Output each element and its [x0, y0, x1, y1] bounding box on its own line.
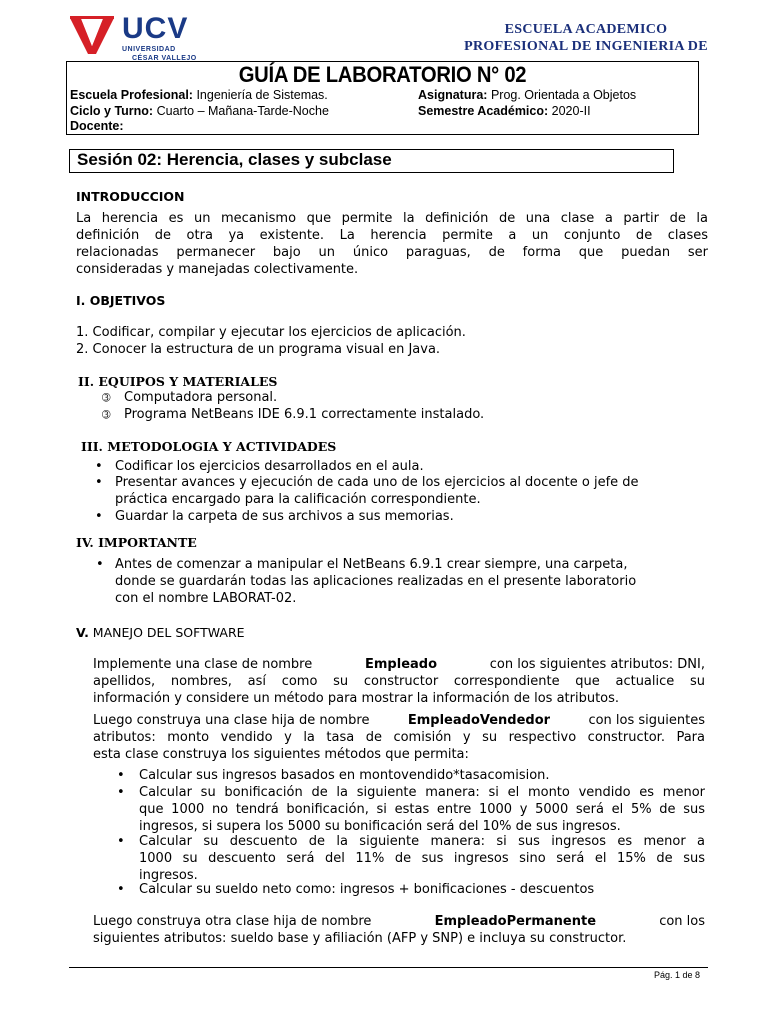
ciclo-row: [70, 104, 329, 118]
semestre-label: Semestre Académico:: [418, 104, 549, 118]
intro-paragraph: [76, 210, 708, 278]
intro-line: La herencia es un mecanismo que permite la definición de una clase a partir de la: [76, 211, 708, 226]
bullet-icon: •: [95, 509, 103, 524]
manejo-bullet: Calcular sus ingresos basados en montovendido*tasacomision.: [139, 768, 550, 783]
metodologia-item: Codificar los ejercicios desarrollados en el aula.: [115, 459, 424, 474]
escuela-row: [70, 88, 328, 102]
importante-line: Antes de comenzar a manipular el NetBeans 6.9.1 crear siempre, una carpeta,: [115, 557, 628, 572]
equipos-item: Computadora personal.: [124, 390, 278, 405]
manejo-bullet: que 1000 no tendrá bonificación, si estas entre 1000 y 5000 será el 5% de sus: [139, 802, 705, 817]
page-total: 8: [695, 970, 701, 980]
intro-line: consideradas y manejadas colectivamente.: [76, 262, 359, 277]
metodologia-heading: III. METODOLOGIA Y ACTIVIDADES: [81, 439, 337, 454]
importante-line: donde se guardarán todas las aplicaciones realizadas en el presente laboratorio: [115, 574, 637, 589]
session-title: Sesión 02: Herencia, clases y subclase: [77, 150, 392, 169]
metodologia-item: Guardar la carpeta de sus archivos a sus memorias.: [115, 509, 454, 524]
p3-pre: Luego construya otra clase hija de nombre: [93, 914, 372, 929]
manejo-bullet: Calcular su descuento de la siguiente manera: si sus ingresos es menor a: [139, 834, 705, 849]
manejo-bullet-block: [139, 833, 705, 884]
importante-line: con el nombre LABORAT-02.: [115, 591, 297, 606]
p3-bold: EmpleadoPermanente: [434, 914, 597, 929]
manejo-paragraph-1: [93, 656, 705, 707]
page-number: [654, 970, 700, 980]
p1-line: apellidos, nombres, así como su constructor correspondiente que actualice su: [93, 674, 705, 689]
bullet-icon: •: [117, 882, 125, 897]
bullet-icon: •: [117, 785, 125, 800]
page-prefix: Pág. 1 de: [654, 970, 693, 980]
semestre-value: 2020-II: [551, 104, 591, 118]
intro-heading: INTRODUCCION: [76, 189, 185, 204]
objetivo-item: 1. Codificar, compilar y ejecutar los ejercicios de aplicación.: [76, 325, 466, 340]
intro-line: relacionadas permanecer bajo un único paraguas, de forma que puedan ser: [76, 245, 708, 260]
asignatura-row: [418, 88, 636, 102]
p3-post: con los: [659, 914, 705, 929]
manejo-bullet-block: [139, 784, 705, 835]
asignatura-label: Asignatura:: [418, 88, 488, 102]
bullet-icon: •: [117, 834, 125, 849]
p2-pre: Luego construya una clase hija de nombre: [93, 713, 370, 728]
ciclo-label: Ciclo y Turno:: [70, 104, 154, 118]
equipos-heading: II. EQUIPOS Y MATERIALES: [78, 374, 278, 389]
logo-text: UCV: [122, 12, 189, 45]
school-line-2: PROFESIONAL DE INGENIERIA DE: [464, 39, 708, 54]
bullet-icon: •: [96, 557, 104, 572]
equipos-item: Programa NetBeans IDE 6.9.1 correctamente instalado.: [124, 407, 485, 422]
escuela-value: Ingeniería de Sistemas.: [196, 88, 328, 102]
manejo-heading-text: MANEJO DEL SOFTWARE: [92, 625, 245, 640]
manejo-bullet: Calcular su bonificación de la siguiente manera: si el monto vendido es menor: [139, 785, 705, 800]
footer-divider: [69, 967, 708, 968]
escuela-label: Escuela Profesional:: [70, 88, 193, 102]
metodologia-item: práctica encargado para la calificación correspondiente.: [115, 492, 481, 507]
manejo-bullet: ingresos, si supera los 5000 su bonificación será del 10% de sus ingresos.: [139, 819, 621, 834]
manejo-heading-number: V.: [76, 625, 89, 640]
manejo-paragraph-2: [93, 712, 705, 763]
p1-pre: Implemente una clase de nombre: [93, 657, 313, 672]
metodologia-item: Presentar avances y ejecución de cada uno de los ejercicios al docente o jefe de: [115, 475, 639, 490]
p1-line: información y considere un método para mostrar la información de los atributos.: [93, 691, 620, 706]
manejo-heading: [76, 625, 245, 640]
p2-line: atributos: monto vendido y la tasa de comisión y su respectivo constructor. Para: [93, 730, 705, 745]
semestre-row: [418, 104, 591, 118]
equipos-bullet-icon: ➂: [102, 410, 111, 421]
guide-title: GUÍA DE LABORATORIO N° 02: [238, 62, 527, 87]
p3-line: siguientes atributos: sueldo base y afiliación (AFP y SNP) e incluya su constructor.: [93, 931, 627, 946]
school-line-1: ESCUELA ACADEMICO: [504, 22, 668, 37]
docente-label: Docente:: [70, 119, 124, 133]
asignatura-value: Prog. Orientada a Objetos: [490, 88, 637, 102]
manejo-paragraph-3: [93, 913, 705, 947]
bullet-icon: •: [95, 459, 103, 474]
intro-line: definición de otra ya existente. La herencia permite a un conjunto de clases: [76, 228, 708, 243]
manejo-bullet: ingresos.: [139, 868, 198, 883]
p2-bold: EmpleadoVendedor: [407, 713, 551, 728]
docente-row: [70, 119, 123, 133]
manejo-bullet: 1000 su descuento será del 11% de sus ingresos sino será el 15% de sus: [139, 851, 705, 866]
bullet-icon: •: [117, 768, 125, 783]
p2-first-line: [93, 712, 705, 729]
bullet-icon: •: [95, 475, 103, 490]
objetivo-item: 2. Conocer la estructura de un programa visual en Java.: [76, 342, 441, 357]
importante-heading: IV. IMPORTANTE: [76, 535, 197, 550]
p2-line: esta clase construya los siguientes métodos que permita:: [93, 747, 469, 762]
p1-bold: Empleado: [365, 657, 438, 672]
p1-post: con los siguientes atributos: DNI,: [489, 657, 705, 672]
p1-first-line: [93, 656, 705, 673]
logo-subtitle-2: CÉSAR VALLEJO: [132, 55, 197, 62]
p3-first-line: [93, 913, 705, 930]
objetivos-heading: I. OBJETIVOS: [76, 293, 166, 308]
p2-post: con los siguientes: [588, 713, 705, 728]
ucv-logo-mark-icon: [70, 16, 114, 54]
ciclo-value: Cuarto – Mañana-Tarde-Noche: [156, 104, 329, 118]
logo-subtitle-1: UNIVERSIDAD: [122, 46, 176, 53]
equipos-bullet-icon: ➂: [102, 393, 111, 404]
manejo-bullet: Calcular su sueldo neto como: ingresos + bonificaciones - descuentos: [139, 882, 595, 897]
